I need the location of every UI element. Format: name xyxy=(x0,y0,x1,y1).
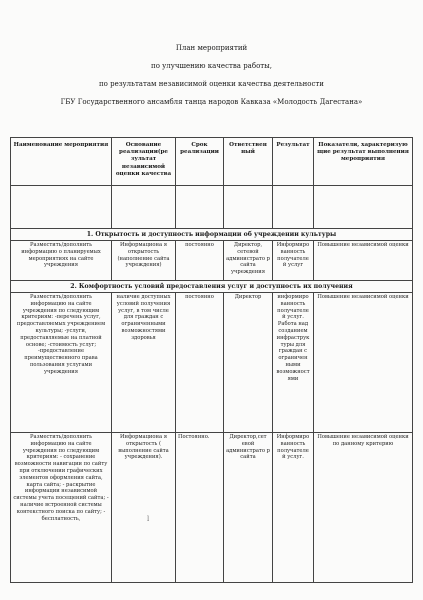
document-subtitle-1: по улучшению качества работы, xyxy=(151,62,272,70)
document-subtitle-3: ГБУ Государственного ансамбля танца народов Кавказа «Молодость Дагестана» xyxy=(60,98,363,106)
activity-plan-table xyxy=(10,137,413,583)
header-basis: Основание реализации(ре зультат независимой оценки качества xyxy=(112,138,176,186)
cell-result: информиро ванность получателе й услуг. Работа над созданием инфраструк туры для граждан с ограничен ными возможност ями xyxy=(273,293,314,433)
cell-responsible: Директор xyxy=(224,293,273,433)
empty-cell xyxy=(314,186,413,229)
cell-deadline: постоянно xyxy=(176,241,224,281)
section-heading-row xyxy=(11,281,413,293)
cell-result: Информиро ванность получателе й услуг. xyxy=(273,433,314,583)
document-subtitle-2: по результатам независимой оценки качества деятельности xyxy=(99,80,324,88)
empty-cell xyxy=(176,186,224,229)
cell-indicators: Повышение независимой оценки xyxy=(314,241,413,281)
cell-result: Информиро ванность получателе й услуг xyxy=(273,241,314,281)
empty-cell xyxy=(11,186,112,229)
cell-responsible: Директор,сет евой администрато р сайта xyxy=(224,433,273,583)
empty-cell xyxy=(112,186,176,229)
empty-row xyxy=(11,186,413,229)
cell-indicators: Повышение независимой оценки xyxy=(314,293,413,433)
table-row xyxy=(11,433,413,583)
section-heading-1: 1. Открытость и доступность информации об учреждении культуры xyxy=(11,229,413,241)
cell-activity: Разместить/дополнить информацию на сайте учреждения по следующим критериям: - сохранение возможности навигации по сайту при отключении графических элементов оформления сайта, карта сайта; - раскрытие информации независимой системы учета посещений сайта; - наличие встроенной системы контекстного поиска по сайту; - бесплатность, xyxy=(11,433,112,583)
header-deadline: Срок реализации xyxy=(176,138,224,186)
cell-deadline: Постоянно. xyxy=(176,433,224,583)
header-activity-name: Наименование мероприятия xyxy=(11,138,112,186)
table-header-row xyxy=(11,138,413,186)
cell-responsible: Директор, сетевой администрато р сайта учреждения xyxy=(224,241,273,281)
document-title: План мероприятий xyxy=(175,44,248,52)
cell-basis: наличие доступных условий получения услуг, в том числе для граждан с ограниченными возможностями здоровья xyxy=(112,293,176,433)
section-heading-2: 2. Комфортность условий предоставления услуг и доступность их получения xyxy=(11,281,413,293)
empty-cell xyxy=(273,186,314,229)
header-responsible: Ответствен ный xyxy=(224,138,273,186)
header-indicators: Показатели, характеризую щие результат выполнения мероприятия xyxy=(314,138,413,186)
cell-basis: Информациона я открытость ( выполнение сайта учреждения). xyxy=(112,433,176,583)
table-row xyxy=(11,293,413,433)
cell-indicators: Повышение независимой оценки по данному критерию xyxy=(314,433,413,583)
cell-activity: Разместить/дополнить информацию на сайте учреждения по следующим критериям: -перечень услуг, предоставляемых учреждением культуры; -услуги, предоставляемые на платной основе; -стоимость услуг; -предоставление преимущественного права пользования услугами учреждения xyxy=(11,293,112,433)
header-result: Результат xyxy=(273,138,314,186)
empty-cell xyxy=(224,186,273,229)
table-row xyxy=(11,241,413,281)
pen-mark: l xyxy=(147,515,150,523)
cell-activity: Разместить/дополнить информацию о планируемых мероприятиях на сайте учреждения xyxy=(11,241,112,281)
section-heading-row xyxy=(11,229,413,241)
cell-basis: Информациона я открытость (наполнение сайта учреждения) xyxy=(112,241,176,281)
cell-deadline: постоянно xyxy=(176,293,224,433)
